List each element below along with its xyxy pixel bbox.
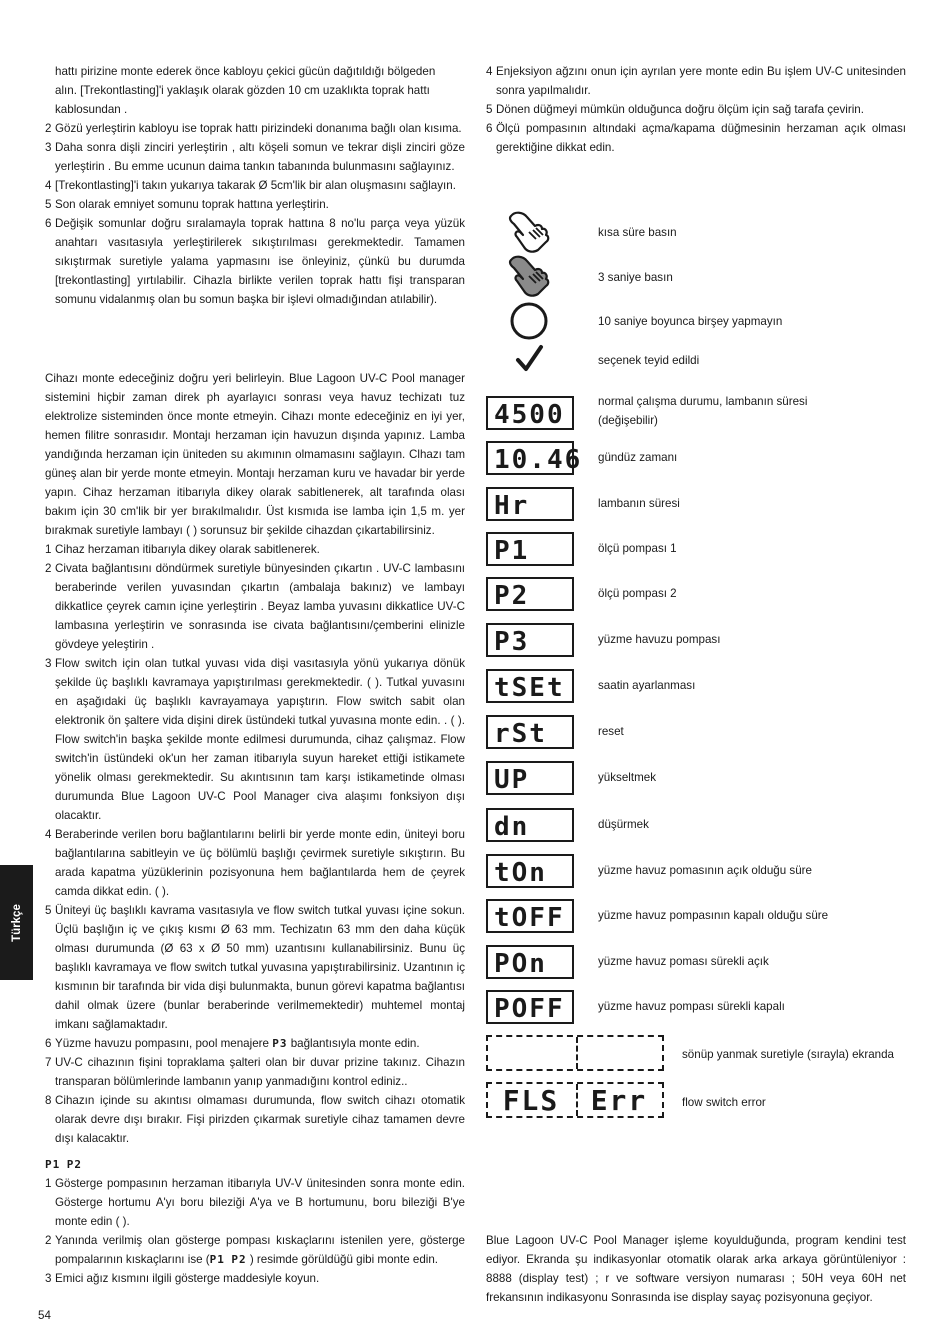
list-item: 8 Cihazın içinde su akıntısı olmaması durumunda, flow switch cihazı otomatik olarak devre dışı bırakır. Fişi pirizden çıkarmak suretiyle cihaz tamamen devre dışı kalacaktır.: [45, 1094, 465, 1145]
legend-label: normal çalışma durumu, lambanın süresi (değişebilir): [598, 395, 808, 427]
language-tab: Türkçe: [0, 865, 33, 980]
list-item: 3 Daha sonra dişli zinciri yerleştirin , altı köşeli somun ve tekrar dişli zinciri göze yerleştirin . Bu emme ucunun daima tankın tabanında bulunmasını sağlayınız.: [45, 141, 465, 173]
legend-label: ölçü pompası 1: [598, 542, 677, 555]
lcd-code-text: 4500: [494, 400, 565, 430]
lcd-display-icon: [486, 396, 574, 430]
paragraph-line: hattı pirizine monte ederek önce kabloyu çekici gücün dağıtıldığı bölgeden: [55, 65, 436, 78]
list-item: 6 Ölçü pompasının altındaki açma/kapama düğmesinin herzaman açık olması gerektiğine dikkat edin.: [486, 122, 906, 154]
paragraph-line: kablosundan .: [55, 103, 128, 116]
lcd-code-text: 10.46: [494, 445, 583, 475]
legend-label: yükseltmek: [598, 771, 656, 784]
intro-paragraph: Cihazı monte edeceğiniz doğru yeri belirleyin. Blue Lagoon UV-C Pool manager sistemini hiçbir zaman direk ph ayarlayıcı sonrası veya havuz techizatı tuz elektrolize sisteminden önce monte etmeyin. Cihazı monte edeceğiniz en iyi yer, hemen filitre sonrasıdır. Montajı herzaman için havuzun dışında yapınız. Lamba yandığında herzaman için üniteden su akımının olmamasını sağlayın. Clhazı tam güneş alan bir yerde monte etmeyin. Montajı herzaman kuru ve havadar bir yerde yapın. Cihaz herzaman itibarıyla dikey olarak sabitlenerek, alt tarafında olası bakım için 30 cm'lik bir yer bırakılmalıdır. Üst kısmıda ise lamba için 1,5 m. yer bırakmak suretiyle lambayı ( ) sorunsuz bir şekilde cihazdan çıkartabilirsiniz.: [45, 372, 465, 537]
dosing-pump-continued: [486, 62, 906, 157]
legend-label: reset: [598, 725, 624, 738]
lcd-code-text: dn: [494, 812, 530, 842]
error-code-err: Err: [590, 1084, 648, 1117]
lcd-display-icon: [486, 669, 574, 703]
legend-label: yüzme havuz poması sürekli açık: [598, 955, 769, 968]
lcd-code-text: P3: [494, 627, 530, 657]
legend-label: yüzme havuz pomasının açık olduğu süre: [598, 864, 812, 877]
lcd-display-icon: [486, 808, 574, 842]
lcd-code-text: Hr: [494, 491, 530, 521]
pump-code-inline: P3: [272, 1037, 288, 1050]
install-intro-section: [45, 62, 465, 309]
hand-press-long-icon: [505, 252, 551, 298]
legend-label: gündüz zamanı: [598, 451, 678, 464]
lcd-display-icon: [486, 487, 574, 521]
hand-press-short-icon: [505, 208, 551, 254]
list-item: 5 Dönen düğmeyi mümkün olduğunca doğru ölçüm için sağ tarafa çevirin.: [486, 103, 864, 116]
dosing-pump-section: [45, 1155, 465, 1288]
lcd-display-icon: [486, 715, 574, 749]
paragraph-line: alın. [Trekontlasting]'i yaklaşık olarak gözden 10 cm uzaklıkta toprak hattı: [55, 84, 430, 97]
lcd-code-text: P1: [494, 536, 530, 566]
list-item: 3 Flow switch için olan tutkal yuvası vida dişi vasıtasıyla yönü yukarıya dönük şekilde üç başlıklı kavramaya yapıştırılması gerekmektedir. ( ). Tutkal yuvasını en aşağıdaki üç başlıklı kavrayamaya yapıştırın. Flow switch sabit olan elektronik ön şaltere vida dişini direk üstündeki tutkal yuvasına monte edin. . ( ). Flow switch'in başka şekilde monte edilmesi durumunda, cihaz çalışmaz. Flow switch'in üstündeki ok'un her zaman itibarıyla suyun hareket ettiği istikamete yönelik olması gerekmektedir. Su akıntısının tam karşı istikametinde olması durumunda Blue Lagoon UV-C Pool Manager civa alaşımı fonksiyon dışı olacaktır.: [45, 657, 465, 822]
circle-wait-icon: [508, 300, 550, 342]
legend-label: saatin ayarlanması: [598, 679, 696, 692]
legend-label: yüzme havuz pompası sürekli kapalı: [598, 1000, 785, 1013]
list-item: 7 UV-C cihazının fişini topraklama şalteri olan bir duvar prizine takınız. Cihazın transparan bölümlerinde lambanın yanıp yanmadığını kontrol ediniz..: [45, 1056, 465, 1088]
list-item: 3 Emici ağız kısmını ilgili gösterge maddesiyle koyun.: [45, 1272, 320, 1285]
lcd-code-text: rSt: [494, 719, 547, 749]
list-item: 2 Gözü yerleştirin kabloyu ise toprak hattı pirizindeki donanıma bağlı olan kısıma.: [45, 122, 462, 135]
legend-label: 10 saniye boyunca birşey yapmayın: [598, 315, 783, 328]
list-item: 2 Yanında verilmiş olan gösterge pompası kıskaçlarını istenilen yere, gösterge pompalarının kıskaçlarını ise (P1 P2 ) resimde görüldüğü gibi monte edin.: [45, 1234, 465, 1266]
lcd-display-icon: [486, 577, 574, 611]
mounting-section: [45, 369, 465, 1148]
lcd-display-icon: [486, 761, 574, 795]
lcd-display-icon: [486, 854, 574, 888]
list-item: 6 Değişik somunlar doğru sıralamayla toprak hattına 8 no'lu parça veya yüzük anahtarı vasıtasıyla yerleştirilerek sıkıştırılması gerekmektedir. Tamamen sıkıştırmak suretiyle yalama yapmasını ise önleyiniz, çünkü bu durumda [trekontlasting] yırtılabilir. Cihazla birlikte verilen toprak hattı fişi transparan somunu vidalanmış olan bu somun başka bir işlevi olmadığından atılabilir).: [45, 217, 465, 306]
lcd-display-icon: [486, 532, 574, 566]
blinking-display-icon: [486, 1035, 664, 1071]
checkmark-icon: [515, 344, 545, 374]
list-item: 1 Gösterge pompasının herzaman itibarıyla UV-V ünitesinden sonra monte edin. Gösterge hortumu A'yı boru bileziği A'ya ve B hortumunu, boru bileziği B'ye monte edin ( ).: [45, 1177, 465, 1228]
page-number: 54: [38, 1309, 51, 1322]
list-item: 5 Üniteyi üç başlıklı kavrama vasıtasıyla ve flow switch tutkal yuvası içine sokun. Üçlü başlığın iç ve çıkış kısmı Ø 63 mm. Techizatın 63 mm den daha küçük olması durumunda (Ø 63 x Ø 50 mm) uzantısını kullanabilirsiniz. Bunu üç başlıklı kavramaya ve flow switch tutkal yuvasına yapıştırabilirsiniz. Uzantının iç kısmının bir tarafında bir vida dişi bulunmakta, bunun görevi kapatma bağlantısı dahil olmak üzere (bunlar beraberinde verilmemektedir) muhtemel montaj imkanı sağlamaktadır.: [45, 904, 465, 1031]
lcd-display-icon: [486, 441, 583, 475]
lcd-code-text: UP: [494, 765, 530, 795]
legend-label: seçenek teyid edildi: [598, 354, 700, 367]
legend-label: flow switch error: [682, 1096, 766, 1109]
lcd-code-text: P2: [494, 581, 530, 611]
startup-test-paragraph: Blue Lagoon UV-C Pool Manager işleme koyulduğunda, program kendini test ediyor. Ekranda şu indikasyonlar otomatik olarak arka arkaya görüntüleniyor : 8888 (display test) ; r ve software versiyon numarası ; 50H veya 60H net frekansının indikasyonu Sonrasında ise display sayaç pozisyonuna geçiyor.: [486, 1234, 906, 1304]
lcd-code-text: POn: [494, 949, 547, 979]
legend-label: lambanın süresi: [598, 497, 680, 510]
legend-label: yüzme havuzu pompası: [598, 633, 721, 646]
legend-label: düşürmek: [598, 818, 649, 831]
list-item: 6 Yüzme havuzu pompasını, pool menajere P3 bağlantısıyla monte edin.: [45, 1037, 420, 1050]
legend-label: ölçü pompası 2: [598, 587, 677, 600]
list-item: 4 [Trekontlasting]'i takın yukarıya takarak Ø 5cm'lik bir alan oluşmasını sağlayın.: [45, 179, 456, 192]
lcd-code-text: tSEt: [494, 673, 565, 703]
lcd-display-icon: [486, 623, 574, 657]
lcd-display-icon: [486, 990, 574, 1024]
legend-label: 3 saniye basın: [598, 271, 673, 284]
section-heading: P1 P2: [45, 1158, 82, 1171]
list-item: 4 Beraberinde verilen boru bağlantılarını belirli bir yerde monte edin, üniteyi boru bağlantılarına sabitleyin ve üç bölümlü başlığı çevirmek suretiyle sıkıştırın. Bu arada kapatma yüzüklerinin pozisyonuna hem bağlantılarda hem de çeyrek camda dikkat edin. ( ).: [45, 828, 465, 898]
legend-label: kısa süre basın: [598, 226, 677, 239]
lcd-display-icon: [486, 945, 574, 979]
flow-switch-error-display: [486, 1082, 664, 1118]
error-code-fls: FLS: [502, 1084, 560, 1117]
legend-label: sönüp yanmak suretiyle (sırayla) ekranda: [682, 1048, 895, 1061]
list-item: 2 Civata bağlantısını döndürmek suretiyle bünyesinden çıkartın . UV-C lambasını beraberinde verilen yuvasından çıkartın (ambalaja bakınız) ve lambayı dikkatlice çeyrek camın içine yerleştirin . Beyaz lamba yuvasını dikkatlice UV-C lambasına yerleştirin ve sonrasında ise civata bağlantısını/çemberini elinizle gövdeye yeleştirin .: [45, 562, 465, 651]
lcd-code-text: tOn: [494, 858, 547, 888]
legend-label: yüzme havuz pompasının kapalı olduğu süre: [598, 909, 829, 922]
lcd-display-icon: [486, 899, 574, 933]
lcd-code-text: tOFF: [494, 903, 565, 933]
lcd-code-text: POFF: [494, 994, 565, 1024]
list-item: 4 Enjeksiyon ağzını onun için ayrılan yere monte edin Bu işlem UV-C unitesinden sonra yapılmalıdır.: [486, 65, 906, 97]
list-item: 1 Cihaz herzaman itibarıyla dikey olarak sabitlenerek.: [45, 543, 320, 556]
list-item: 5 Son olarak emniyet somunu toprak hattına yerleştirin.: [45, 198, 329, 211]
